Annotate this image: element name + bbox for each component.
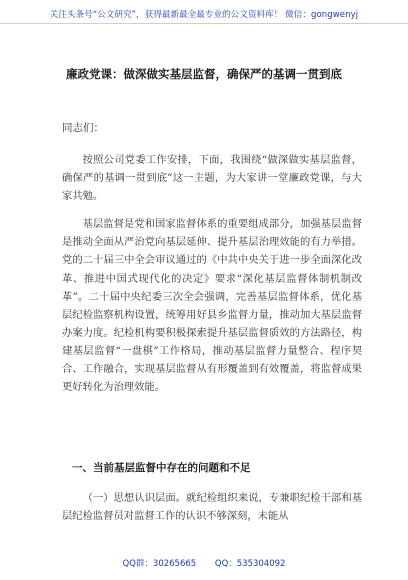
salutation: 同志们： bbox=[62, 122, 104, 134]
document-title: 廉政党课：做深做实基层监督，确保严的基调一贯到底 bbox=[66, 67, 342, 81]
footer-qq: QQ：535304092 bbox=[214, 559, 286, 569]
footer bbox=[0, 557, 408, 569]
header-banner: 关注头条号“公文研究”，获得最新最全最专业的公文资料库！ 微信：gongwenyj bbox=[0, 8, 408, 24]
document-body bbox=[62, 151, 362, 406]
footer-qq-group: QQ群：30265665 bbox=[122, 559, 197, 569]
paragraph: 基层监督是党和国家监督体系的重要组成部分，加强基层监督是推动全面从严治党向基层延伸、提升基层治理效能的有力举措。党的二十届三中全会审议通过的《中共中央关于进一步全面深化改革、推进中国式现代化的决定》要求“深化基层监督体制机制改革”。二十届中央纪委三次全会强调，完善基层监督体系，优化基层纪检监察机构设置，统筹用好县乡监督力量，推动加大基层监督办案力度。纪检机构要积极探索提升基层监督质效的方法路径，构建基层监督“一盘棋”工作格局，推动基层监督力量整合、程序契合、工作融合，实现基层监督从有形覆盖到有效覆盖，将监督成果更好转化为治理效能。 bbox=[62, 218, 362, 394]
section-paragraph: （一）思想认识层面。就纪检组织来说，专兼职纪检干部和基层纪检监督员对监督工作的认识不够深刻，未能从 bbox=[62, 492, 362, 523]
section-heading: 一、当前基层监督中存在的问题和不足 bbox=[72, 462, 251, 474]
paragraph: 按照公司党委工作安排，下面，我围绕“做深做实基层监督，确保严的基调一贯到底”这一主题，为大家讲一堂廉政党课，与大家共勉。 bbox=[62, 154, 362, 203]
